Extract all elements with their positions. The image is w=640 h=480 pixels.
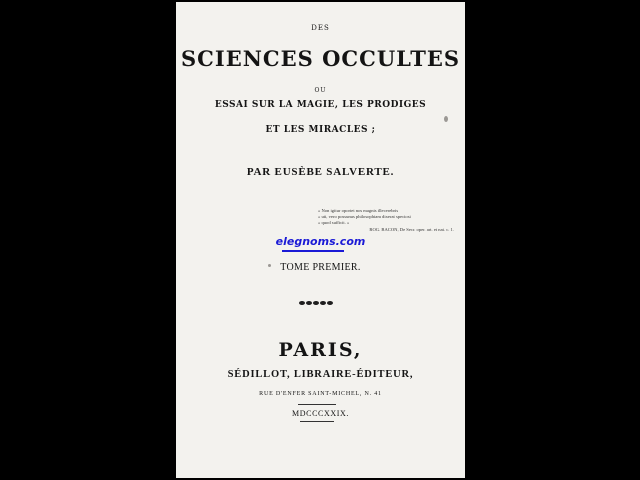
epigraph-line-3: « quod sufficit. » [318,220,350,226]
epigraph-line-2: « uti, vero possunus philosophiam dixerat speciosi [318,214,411,220]
place-of-publication: PARIS, [278,339,363,361]
publication-year: MDCCCXXIX. [292,409,349,418]
title-article: DES [311,24,330,32]
paper-spot [268,264,271,267]
epigraph-source: ROG. BACON, De Secr. oper. art. et nat. c. 1. [369,226,454,232]
volume-label: TOME PREMIER. [280,262,361,273]
epigraph-line-1: « Non igitur oportet nos magnis illecerebris [318,208,399,213]
paper-spot [444,116,448,122]
watermark-underline [282,250,344,252]
subtitle-line-1: ESSAI SUR LA MAGIE, LES PRODIGES [214,100,427,110]
epigraph [318,208,458,233]
title-page [176,2,465,478]
title-conjunction: OU [314,87,327,94]
author-line: PAR EUSÈBE SALVERTE. [246,166,395,178]
publisher-address: RUE D'ENFER SAINT-MICHEL, N. 41 [259,391,382,397]
publisher-line: SÉDILLOT, LIBRAIRE-ÉDITEUR, [227,369,414,380]
rule-bottom [300,421,334,422]
ornament-divider [298,300,334,306]
rule-top [298,404,336,405]
subtitle-line-2: ET LES MIRACLES ; [265,125,376,135]
book-title: SCIENCES OCCULTES [181,46,460,71]
watermark: elegnoms.com [275,235,366,248]
